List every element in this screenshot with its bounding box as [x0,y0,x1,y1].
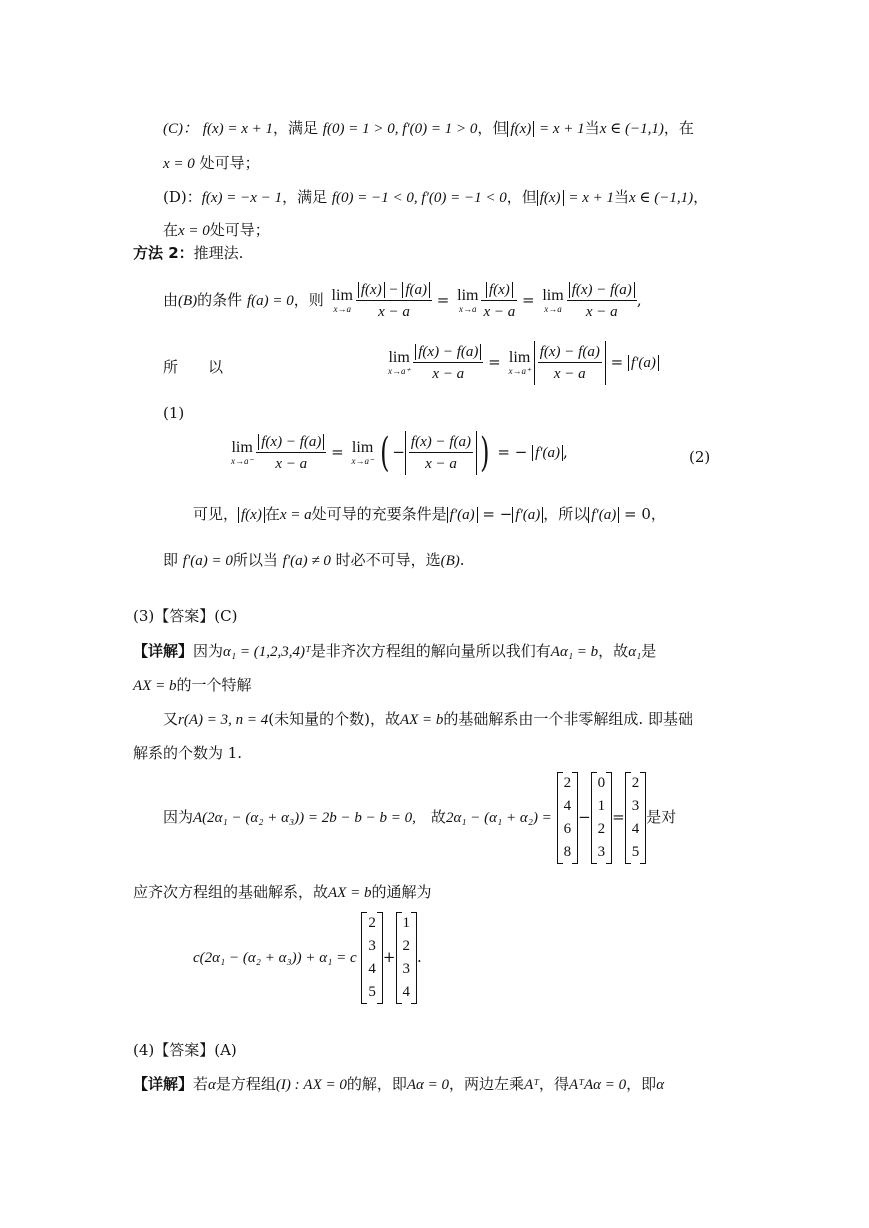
math: x ∈ (−1,1) [599,121,664,137]
text: 处可导； [199,154,260,172]
math: Aα₁ = b [550,644,599,660]
lim: lim x→a [457,287,479,314]
math: α₁ = (1,2,3,4)ᵀ [223,644,311,660]
case-c-label: (C)： [163,121,198,137]
math: AX = b [328,885,372,901]
math: AX = b [399,712,444,728]
text: ， [693,188,709,206]
text: 即 [163,551,179,569]
text: ，所以 [543,505,589,523]
q3-detail-line2 [133,675,251,696]
text: 是非齐次方程组的解向量所以我们有 [310,642,551,660]
text: ，但 [477,119,508,137]
text: ，但 [506,188,537,206]
fraction: $\frac{f(x)}{x - a}$ [483,281,516,320]
text: 因为 [193,642,224,660]
text: 当 [584,119,600,137]
case-c-function: f(x) = x + 1 [202,121,273,137]
reason-line: 由(B)的条件 f(a) = 0，则 lim x→a $\frac{f(x) - f(a)}{x - a}$ = lim x→a $\frac{f(x)}{x - a}$ = lim x→a $\frac{f(x) - f(a)}{x - a}$ , [163,278,642,323]
text: 是方程组 [215,1075,276,1093]
case-c-condition: f(0) = 1 > 0, f′(0) = 1 > 0 [322,121,478,137]
math: α [208,1077,216,1093]
eq1-label: (1) [163,404,185,422]
math: f(0) = −1 < 0, f′(0) = −1 < 0 [331,190,507,206]
text: 所以当 [232,551,278,569]
case-c-line2 [163,153,260,174]
abs-fx: f(x) [537,190,564,206]
case-d-line [163,187,708,208]
q3-answer: (3)【答案】(C) [133,607,238,625]
math: f(x) = −x − 1 [201,190,283,206]
text: 的一个特解 [176,676,252,694]
text: 推理法. [193,244,244,262]
text: 的解，即 [346,1075,407,1093]
text: 若 [193,1075,209,1093]
text: 可见， [193,505,239,523]
eq2-label: (2) [689,448,711,466]
math: 2α₁ − (α₁ + α₂) = [445,810,552,826]
abs-fx: f(x) [238,507,265,523]
so-label: 所 以 [163,358,224,376]
text: ，满足 [282,188,328,206]
math: α [656,1077,665,1093]
q3-detail-line4: 解系的个数为 1. [133,744,243,762]
lim: lim x→a [331,287,353,314]
q3-detail-line5: 因为A(2α₁ − (α₂ + α₃)) = 2b − b − b = 0, 故2α₁ − (α₁ + α₂) = 2 4 6 8 − 0 1 2 3 = 2 3 4 5 是对 [163,770,676,865]
conclude-line [163,550,465,571]
math: x = 0 [178,223,210,239]
math: f′(a) ≠ 0 [282,553,331,569]
text: 应齐次方程组的基础解系，故 [133,883,329,901]
text: ，满足 [273,119,319,137]
fraction: $\frac{f(x) - f(a)}{x - a}$ [413,342,483,385]
math: = x + 1 [539,121,585,137]
matrix-e: 1 2 3 4 [396,912,418,1004]
text: 又 [163,710,179,728]
matrix-b: 0 1 2 3 [591,772,613,864]
q3-general-solution: c(2α₁ − (α₂ + α₃)) + α₁ = c 2 3 4 5 + 1 2 3 4 . [193,910,422,1005]
math: (I) : AX = 0 [275,1077,347,1093]
text: ，得 [539,1075,570,1093]
text: 的条件 [197,291,243,309]
matrix-c: 2 3 4 5 [625,772,647,864]
text: ，故 [598,642,629,660]
text: 故 [430,808,446,826]
matrix-a: 2 4 6 8 [557,772,579,864]
text: 当 [614,188,630,206]
math: f′(a) = 0 [182,553,233,569]
lim: lim x→a⁺ [388,349,411,376]
q3-detail-line6 [133,882,431,903]
math: A(2α₁ − (α₂ + α₃)) = 2b − b − b = 0, [193,810,416,826]
math: AX = b [133,678,177,694]
text: (未知量的个数)，故 [268,710,400,728]
math: Aα = 0 [406,1077,450,1093]
abs-fraction: $\frac{f(x) - f(a)}{x - a}$ [405,431,477,476]
case-c-line [163,118,694,139]
math: (B) [178,293,198,309]
eq1: lim x→a⁺ $\frac{f(x) - f(a)}{x - a}$ = lim x→a⁺ $\frac{f(x) - f(a)}{x - a}$ = f′(a) [385,340,659,385]
abs-fx: f(x) [507,121,534,137]
q4-detail-line1 [133,1074,664,1095]
math: AᵀAα = 0 [569,1077,627,1093]
text: . [459,551,465,569]
text: ，两边左乘 [449,1075,525,1093]
text: ，即 [626,1075,657,1093]
method-label: 方法 2： [133,244,194,262]
visible-line: 可见， f(x) 在x = a处可导的充要条件是 f′(a) = − f′(a) ，所以 f′(a) = 0， [193,505,666,523]
math: (B) [440,553,460,569]
text: 在 [163,221,179,239]
text: ，则 [293,291,324,309]
matrix-d: 2 3 4 5 [361,912,383,1004]
text: 处可导的充要条件是 [311,505,447,523]
math: r(A) = 3, n = 4 [178,712,269,728]
text: ，在 [663,119,694,137]
eq2: lim x→a⁻ $\frac{f(x) - f(a)}{x - a}$ = lim x→a⁻ ( − $\frac{f(x) - f(a)}{x - a}$ ) = − f′(a) , [231,430,568,476]
case-d-line2 [163,220,270,241]
math: α₁ [628,644,642,660]
text: 处可导； [209,221,270,239]
math: f(a) = 0 [246,293,294,309]
detail-label: 【详解】 [133,642,194,660]
case-d-label: (D)： [163,188,202,206]
text: 在 [264,505,280,523]
math: = x + 1 [568,190,614,206]
fraction: $\frac{f(x) - f(a)}{x - a}$ [567,280,637,323]
text: 由 [163,291,179,309]
text: 时必不可导，选 [335,551,441,569]
math: x = 0 [163,156,195,172]
lim: lim x→a⁻ [231,439,254,466]
abs-fraction: $\frac{f(x) - f(a)}{x - a}$ [534,341,606,386]
text: 因为 [163,808,194,826]
q4-answer: (4)【答案】(A) [133,1041,237,1059]
math: Aᵀ [524,1077,540,1093]
q3-detail-line1 [133,641,656,662]
fraction: $\frac{f(x) - f(a)}{x - a}$ [256,432,326,475]
math: c(2α₁ − (α₂ + α₃)) + α₁ = c [193,950,357,966]
q3-detail-line3 [163,709,693,730]
math: x = a [279,507,312,523]
lim: lim x→a⁻ [351,439,374,466]
lim: lim x→a⁺ [508,349,531,376]
text: 的通解为 [371,883,432,901]
text: 的基础解系由一个非零解组成. 即基础 [443,710,693,728]
lim: lim x→a [542,287,564,314]
fraction: $\frac{f(x) - f(a)}{x - a}$ [356,280,432,323]
detail-label: 【详解】 [133,1075,194,1093]
method2-heading [133,243,243,263]
text: 是 [641,642,657,660]
text: 是对 [646,808,677,826]
math: x ∈ (−1,1) [629,190,694,206]
